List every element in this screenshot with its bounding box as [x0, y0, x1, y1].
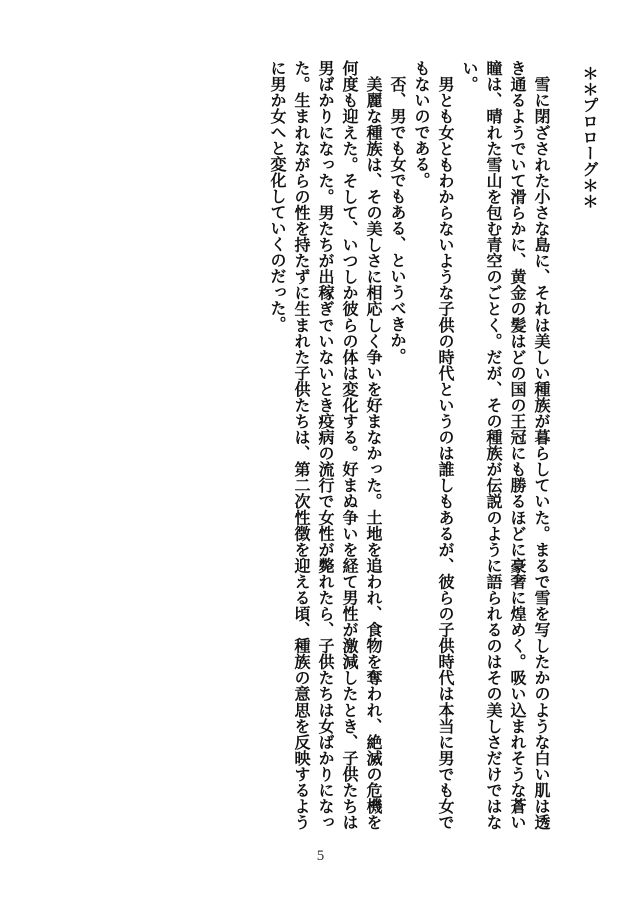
paragraph-4: 美麗な種族は、その美しさに相応しく争いを好まなかった。土地を追われ、食物を奪われ、絶滅の危機を何度も迎えた。そして、いつしか彼らの体は変化する。好まぬ争いを経て男性が激減したとき、子供たちは男ばかりになった。男たちが出稼ぎでいないとき疫病の流行で女性が斃れたら、子供たちは女ばかりになった。生まれながらの性を持たずに生まれた子供たちは、第二次性徴を迎える頃、種族の意思を反映するように男か女へと変化していくのだった。	[268, 60, 383, 830]
paragraph-3: 否、男でも女でもある、というべきか。	[388, 60, 407, 364]
paragraph-2: 男とも女ともわからないような子供の時代というのは誰しもあるが、彼らの子供時代は本当に男でも女でもないのである。	[412, 60, 455, 830]
paragraph-1: 雪に閉ざされた小さな島に、それは美しい種族が暮らしていた。まるで雪を写したかのような白い肌は透き通るようでいて滑らかに、黄金の髪はどの国の王冠にも勝るほどに豪奢に煌めく。吸い込まれそうな蒼い瞳は、晴れた雪山を包む青空のごとく。だが、その種族が伝説のように語られるのはその美しさだけではない。	[460, 60, 551, 830]
vertical-text-block	[101, 60, 601, 830]
page-number: 5	[316, 848, 325, 864]
chapter-heading: ＊＊プロローグ＊＊	[580, 65, 599, 209]
